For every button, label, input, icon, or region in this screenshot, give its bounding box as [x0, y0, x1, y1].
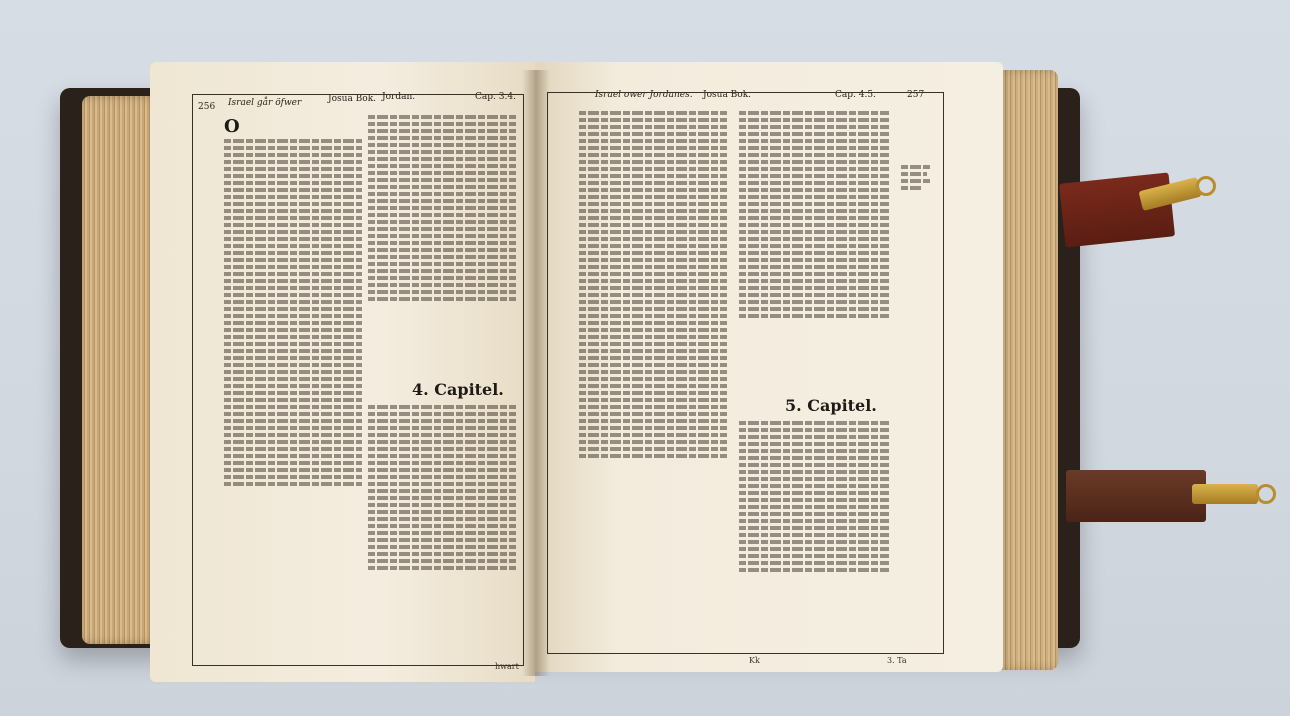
upper-clasp-ring	[1196, 176, 1216, 196]
right-column-1	[579, 108, 727, 648]
right-running-head-book: Josua Bok.	[703, 90, 752, 100]
right-page-edges	[998, 70, 1058, 670]
book-gutter	[522, 70, 550, 676]
left-page-number: 256	[198, 102, 216, 112]
right-running-head: Israel ower Jordanes.	[595, 90, 693, 100]
right-running-head-chapter: Cap. 4.5.	[835, 90, 876, 100]
left-running-head-jordan: Jordan.	[382, 92, 416, 102]
left-running-head-chapter: Cap. 3.4.	[475, 92, 516, 102]
right-chapter-heading: 5. Capitel.	[785, 396, 877, 415]
left-running-head-book: Josua Bok.	[328, 94, 377, 104]
right-page	[535, 62, 1003, 672]
right-signature: Kk	[749, 656, 760, 665]
right-catchword: 3. Ta	[887, 656, 907, 665]
left-page	[150, 62, 535, 682]
right-page-number: 257	[907, 90, 925, 100]
lower-clasp-strap	[1066, 470, 1206, 522]
left-column-2	[368, 112, 516, 392]
left-column-2-lower	[368, 402, 516, 657]
left-column-1	[224, 118, 362, 658]
left-chapter-heading: 4. Capitel.	[412, 380, 504, 399]
lower-clasp-metal	[1192, 484, 1258, 504]
right-margin-notes	[901, 162, 941, 642]
lower-clasp-ring	[1256, 484, 1276, 504]
left-running-head: Israel går öfwer	[228, 98, 302, 108]
right-column-2	[739, 108, 889, 408]
drop-initial: O	[224, 118, 240, 137]
upper-clasp-strap	[1059, 172, 1175, 247]
right-column-2-lower	[739, 418, 889, 648]
left-catchword: hwart	[495, 662, 519, 671]
